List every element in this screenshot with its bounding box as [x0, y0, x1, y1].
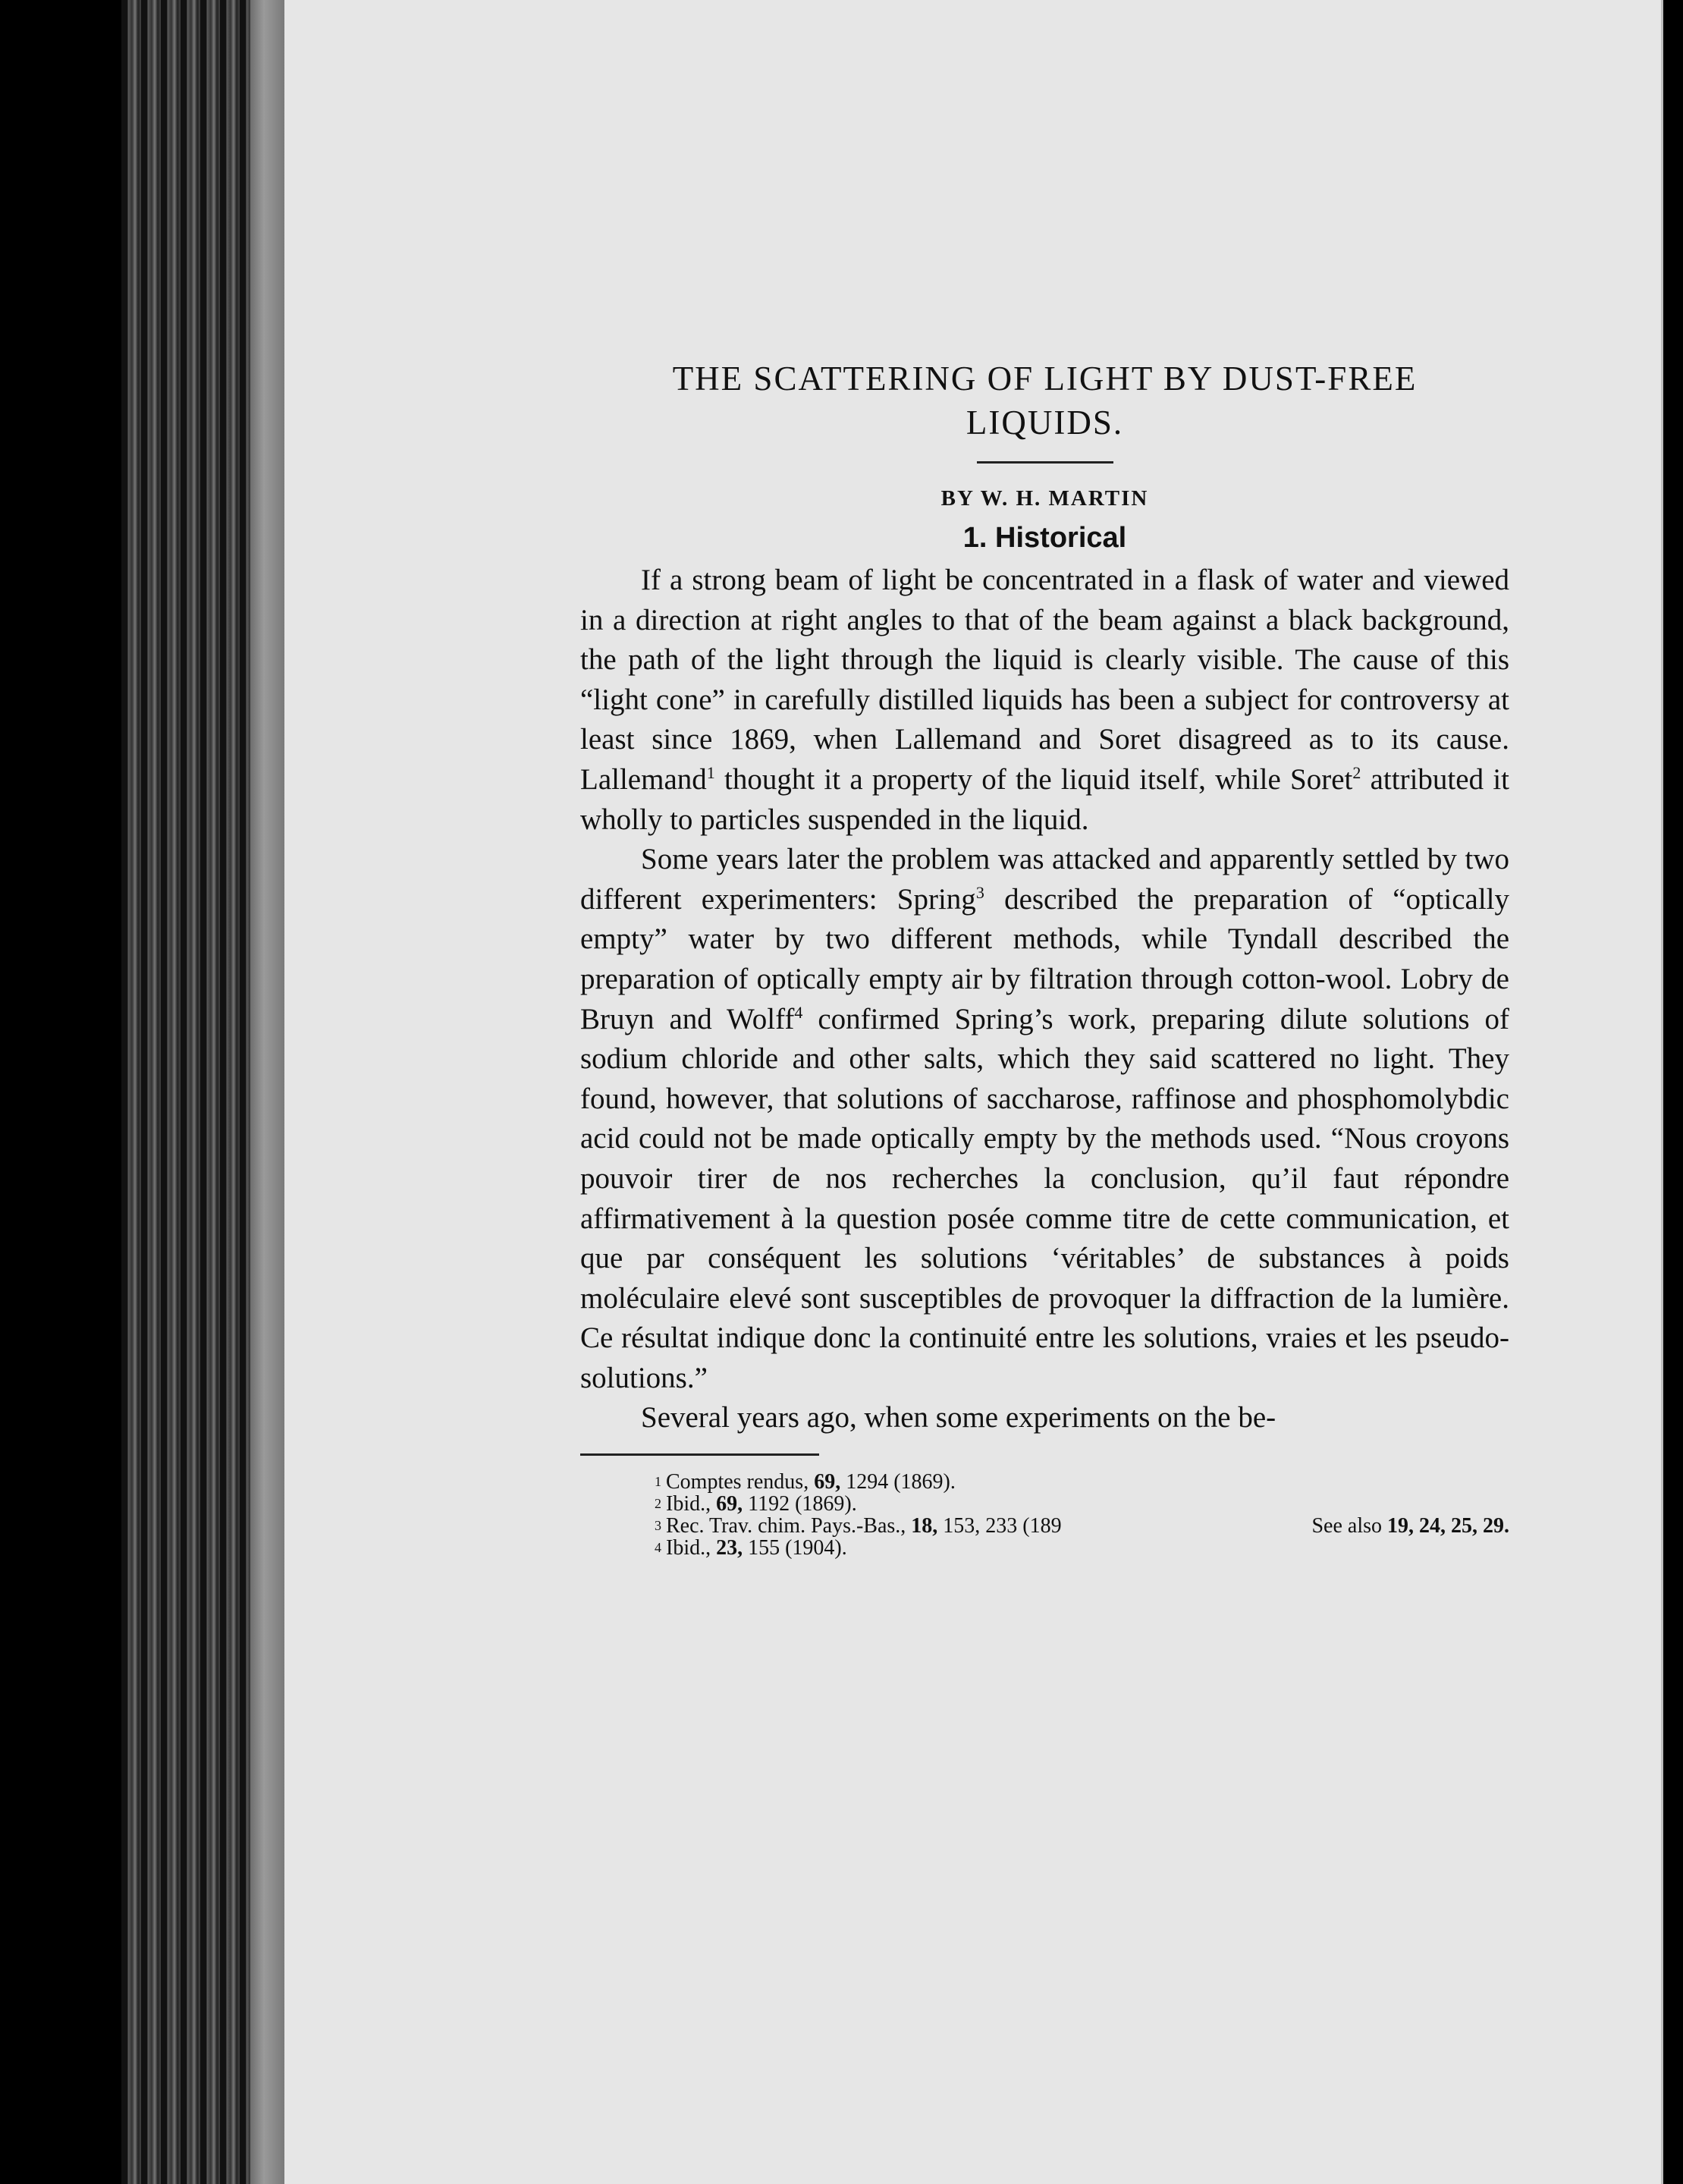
- title-line-2: LIQUIDS.: [966, 404, 1124, 442]
- footnote: [655, 1515, 1509, 1537]
- section-heading: 1. Historical: [962, 522, 1127, 554]
- footnote-marker: 3: [975, 882, 984, 902]
- text-run: described the preparation of “optically empty” water by two different methods, while Tyndall described the preparation of optically empty air by filtration through cotton-wool. Lobry de Bruyn and Wolff: [580, 882, 1509, 1035]
- text-run: Several years ago, when some experiments on the be-: [641, 1401, 1276, 1435]
- text-run: Some years later the problem was attacked and apparently settled by two different experimenters: Spring: [580, 843, 1509, 916]
- text-run: confirmed Spring’s work, preparing dilute solutions of sodium chloride and other salts, which they said scattered no light. They found, however, that solutions of saccharose, raffinose and phosphomolybdic acid could not be made optically empty by the methods used. “Nous croyons pouvoir tirer de nos recherches la conclusion, qu’il faut répondre affirmativement à la question posée comme titre de cette communication, et que par conséquent les solutions ‘véritables’ de substances à poids moléculaire elevé sont susceptibles de provoquer la diffraction de la lumière. Ce résultat indique donc la continuité entre les solutions, vraies et les pseudo-solutions.”: [580, 1002, 1509, 1394]
- footnote-marker: 2: [1352, 762, 1361, 782]
- footnote-marker: 1: [706, 762, 715, 782]
- footnotes: [580, 1471, 1509, 1559]
- footnote-number: 3: [655, 1518, 661, 1534]
- footnote-number: 1: [655, 1474, 661, 1490]
- article: [580, 357, 1509, 1559]
- citation-volume: 18,: [911, 1514, 938, 1538]
- footnote-marker: 4: [794, 1002, 803, 1022]
- page-edge: [1661, 0, 1683, 2184]
- see-also: [1311, 1515, 1509, 1537]
- byline: BY W. H. MARTIN: [940, 486, 1149, 511]
- footnote: [655, 1537, 1509, 1559]
- footnote-text: [666, 1515, 1062, 1537]
- citation-volume: 69,: [814, 1470, 841, 1494]
- citation-source: Ibid.,: [666, 1492, 717, 1516]
- paragraph: [580, 1398, 1509, 1438]
- citation-source: Comptes rendus,: [666, 1470, 815, 1494]
- see-also-label: See also: [1311, 1514, 1387, 1538]
- footnote-number: 2: [655, 1496, 661, 1512]
- citation-pages: 155 (1904).: [743, 1536, 847, 1560]
- citation-source: Rec. Trav. chim. Pays.-Bas.,: [666, 1514, 912, 1538]
- footnote: [655, 1493, 1509, 1515]
- footnote-text: [666, 1493, 857, 1515]
- paragraph: [580, 561, 1509, 840]
- text-run: thought it a property of the liquid itself, while Soret: [714, 762, 1353, 796]
- paragraph: [580, 840, 1509, 1398]
- footnote: [655, 1471, 1509, 1493]
- footnote-number: 4: [655, 1540, 661, 1556]
- citation-source: Ibid.,: [666, 1536, 717, 1560]
- footnote-rule: [580, 1453, 819, 1456]
- text-run: If a strong beam of light be concentrated in a flask of water and viewed in a direction at right angles to that of the beam against a black background, the path of the light through the liquid is clearly visible. The cause of this “light cone” in carefully distilled liquids has been a subject for controversy at least since 1869, when Lallemand and Soret disagreed as to its cause. Lallemand: [580, 564, 1509, 796]
- citation-volume: 69,: [716, 1492, 743, 1516]
- text-run: attributed it wholly to particles suspended in the liquid.: [580, 762, 1509, 836]
- citation-pages: 1192 (1869).: [743, 1492, 857, 1516]
- title-line-1: THE SCATTERING OF LIGHT BY DUST-FREE: [672, 360, 1418, 398]
- article-title: [580, 357, 1509, 445]
- citation-pages: 153, 233 (189: [937, 1514, 1062, 1538]
- footnote-text: [666, 1537, 847, 1559]
- citation-pages: 1294 (1869).: [840, 1470, 956, 1494]
- page-gutter: [250, 0, 284, 2184]
- citation-volume: 23,: [716, 1536, 743, 1560]
- see-also-volumes: 19, 24, 25, 29.: [1387, 1514, 1509, 1538]
- title-rule: [977, 461, 1113, 464]
- footnote-text: [666, 1471, 956, 1493]
